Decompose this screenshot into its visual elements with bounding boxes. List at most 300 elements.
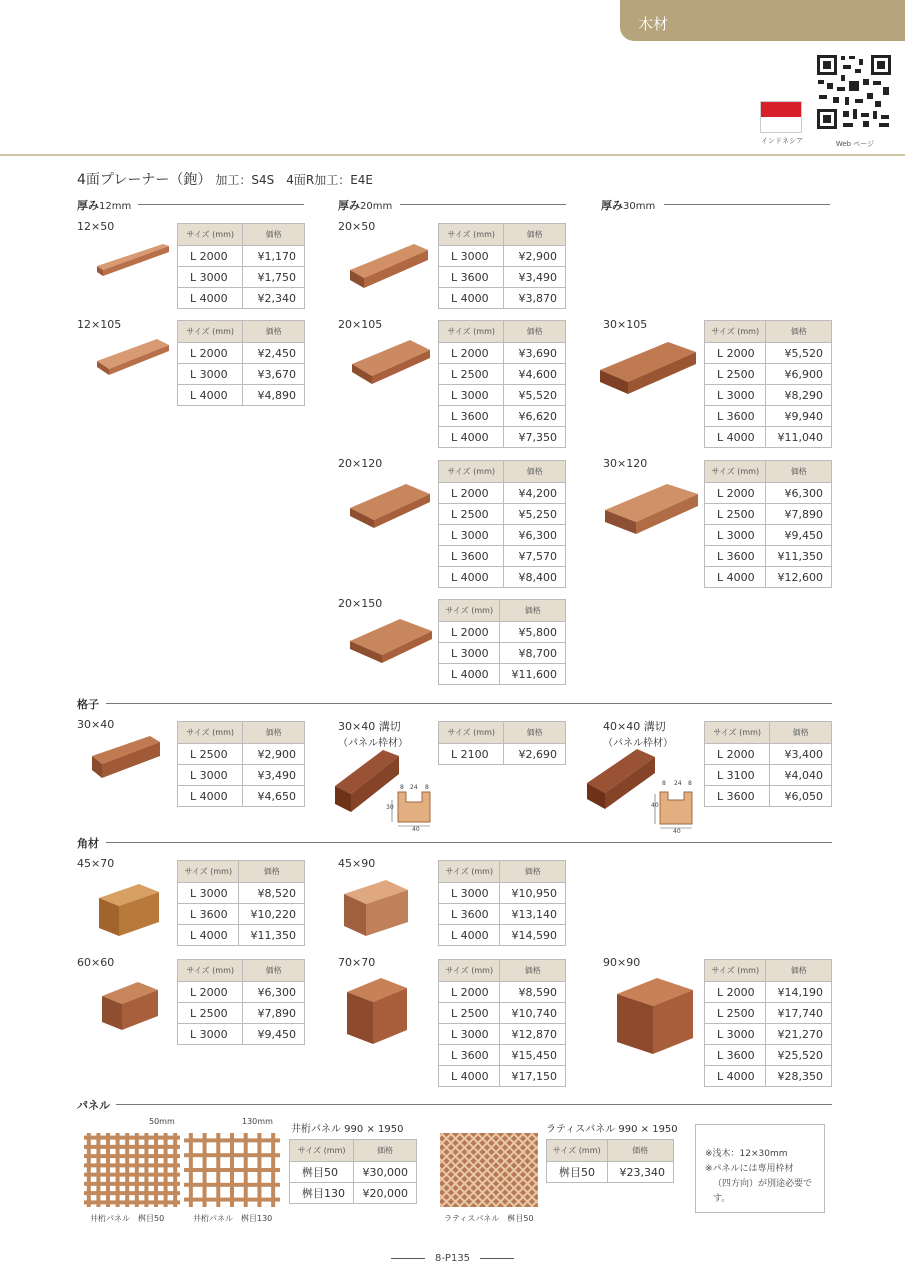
table-header-row xyxy=(439,224,566,246)
price-cell: ¥7,350 xyxy=(504,427,566,448)
panel-caption: 井桁パネル 桝目50 xyxy=(90,1214,165,1223)
table-row xyxy=(705,786,832,807)
price-cell: ¥5,800 xyxy=(500,622,566,643)
column-header-size: サイズ (mm) xyxy=(439,861,500,883)
price-cell: ¥7,890 xyxy=(766,504,832,525)
size-cell: L 2000 xyxy=(178,982,243,1003)
size-label: 20×150 xyxy=(338,597,383,610)
table-header-row xyxy=(705,321,832,343)
size-label: 30×40 溝切 （パネル枠材） xyxy=(338,720,408,749)
dim-label: 8 xyxy=(400,784,404,791)
size-cell: L 3000 xyxy=(705,525,766,546)
size-cell: 桝目130 xyxy=(290,1183,354,1204)
title-sub: 加工：S4S 4面R加工：E4E xyxy=(215,173,374,187)
section-thickness-20: 厚み20mm xyxy=(338,199,393,212)
size-cell: L 3600 xyxy=(439,267,504,288)
wood-block-image xyxy=(95,880,160,938)
size-cell: L 2500 xyxy=(178,744,243,765)
size-cell: L 3000 xyxy=(178,765,243,786)
rule xyxy=(106,842,832,843)
wood-block-image xyxy=(340,878,410,938)
size-cell: L 3000 xyxy=(439,385,504,406)
table-row xyxy=(439,343,566,364)
price-cell: ¥6,900 xyxy=(766,364,832,385)
price-cell: ¥8,590 xyxy=(500,982,566,1003)
column-header-price: 価格 xyxy=(504,722,566,744)
column-header-price: 価格 xyxy=(607,1140,673,1162)
price-cell: ¥3,490 xyxy=(504,267,566,288)
price-cell: ¥2,900 xyxy=(243,744,305,765)
size-cell: L 2500 xyxy=(705,504,766,525)
price-cell: ¥6,620 xyxy=(504,406,566,427)
wood-block-image xyxy=(343,976,409,1046)
price-cell: ¥10,950 xyxy=(500,883,566,904)
price-cell: ¥11,350 xyxy=(766,546,832,567)
price-cell: ¥10,740 xyxy=(500,1003,566,1024)
table-row xyxy=(705,567,832,588)
table-row xyxy=(439,385,566,406)
dim-label: 8 xyxy=(662,780,666,787)
price-table xyxy=(438,599,566,685)
table-row xyxy=(178,982,305,1003)
column-header-price: 価格 xyxy=(500,600,566,622)
price-cell: ¥14,190 xyxy=(766,982,832,1003)
size-cell: 桝目50 xyxy=(547,1162,608,1183)
price-cell: ¥1,170 xyxy=(243,246,305,267)
size-cell: L 4000 xyxy=(439,427,504,448)
table-header-row xyxy=(178,722,305,744)
price-table xyxy=(438,320,566,448)
table-row xyxy=(705,343,832,364)
price-cell: ¥5,520 xyxy=(766,343,832,364)
column-header-price: 価格 xyxy=(354,1140,417,1162)
table-row xyxy=(705,504,832,525)
table-row xyxy=(439,246,566,267)
table-row xyxy=(705,744,832,765)
wood-board-image xyxy=(90,732,162,782)
dim-label: 8 xyxy=(688,780,692,787)
table-row xyxy=(439,504,566,525)
column-header-size: サイズ (mm) xyxy=(547,1140,608,1162)
table-row xyxy=(705,765,832,786)
table-header-row xyxy=(178,224,305,246)
category-label: 木材 xyxy=(638,15,669,33)
table-header-row xyxy=(439,461,566,483)
price-cell: ¥23,340 xyxy=(607,1162,673,1183)
table-row xyxy=(439,546,566,567)
table-header-row xyxy=(439,861,566,883)
column-header-price: 価格 xyxy=(766,321,832,343)
panel-label: ラティスパネル 990 × 1950 xyxy=(546,1124,678,1135)
table-row xyxy=(178,364,305,385)
table-row xyxy=(178,246,305,267)
column-header-size: サイズ (mm) xyxy=(439,722,504,744)
note-line: （四方向）が別途必要です。 xyxy=(713,1179,813,1204)
price-table xyxy=(438,860,566,946)
wood-board-image xyxy=(348,615,432,667)
table-row xyxy=(178,883,305,904)
price-table xyxy=(704,959,832,1087)
column-header-size: サイズ (mm) xyxy=(705,461,766,483)
note-line: ※浅木：12×30mm xyxy=(705,1149,788,1159)
price-cell: ¥20,000 xyxy=(354,1183,417,1204)
price-cell: ¥6,300 xyxy=(504,525,566,546)
column-header-size: サイズ (mm) xyxy=(705,722,770,744)
size-label: 20×105 xyxy=(338,318,383,331)
price-cell: ¥11,600 xyxy=(500,664,566,685)
table-row xyxy=(178,744,305,765)
column-header-size: サイズ (mm) xyxy=(705,960,766,982)
size-cell: L 3000 xyxy=(439,883,500,904)
indonesia-flag-icon xyxy=(760,101,802,133)
table-row xyxy=(178,904,305,925)
wood-board-image xyxy=(598,336,696,398)
size-label: 70×70 xyxy=(338,956,376,969)
column-header-price: 価格 xyxy=(504,321,566,343)
table-row xyxy=(178,343,305,364)
section-panel: パネル xyxy=(77,1099,110,1112)
wood-block-image xyxy=(613,976,695,1056)
dim-label: 40 xyxy=(651,802,659,809)
price-cell: ¥4,650 xyxy=(243,786,305,807)
price-table xyxy=(704,460,832,588)
size-cell: L 3600 xyxy=(178,904,239,925)
igeta-panel-50-image xyxy=(84,1133,180,1207)
size-cell: L 4000 xyxy=(439,567,504,588)
table-header-row xyxy=(705,461,832,483)
price-cell: ¥13,140 xyxy=(500,904,566,925)
dim-label: 50mm xyxy=(149,1117,175,1126)
table-row xyxy=(705,364,832,385)
price-table xyxy=(438,223,566,309)
price-cell: ¥3,670 xyxy=(243,364,305,385)
price-cell: ¥11,350 xyxy=(239,925,305,946)
price-cell: ¥3,870 xyxy=(504,288,566,309)
table-row xyxy=(439,406,566,427)
section-thickness-12: 厚み12mm xyxy=(77,199,132,212)
size-cell: L 2500 xyxy=(439,364,504,385)
table-row xyxy=(439,982,566,1003)
column-header-size: サイズ (mm) xyxy=(439,960,500,982)
table-row xyxy=(178,1003,305,1024)
size-cell: L 2000 xyxy=(439,982,500,1003)
size-label: 12×50 xyxy=(77,220,115,233)
price-table xyxy=(177,860,305,946)
table-row xyxy=(290,1162,417,1183)
table-header-row xyxy=(439,960,566,982)
column-header-size: サイズ (mm) xyxy=(178,321,243,343)
rule xyxy=(138,204,304,205)
price-cell: ¥9,450 xyxy=(766,525,832,546)
size-cell: L 2000 xyxy=(705,982,766,1003)
size-cell: L 3600 xyxy=(439,904,500,925)
table-row xyxy=(705,1024,832,1045)
size-cell: L 4000 xyxy=(439,288,504,309)
table-row xyxy=(178,1024,305,1045)
dim-label: 30 xyxy=(386,804,394,811)
size-cell: L 4000 xyxy=(705,567,766,588)
size-cell: L 3000 xyxy=(439,246,504,267)
table-row xyxy=(705,1045,832,1066)
size-label: 30×120 xyxy=(603,457,648,470)
table-row xyxy=(439,1024,566,1045)
price-table xyxy=(289,1139,417,1204)
size-label: 90×90 xyxy=(603,956,641,969)
price-cell: ¥30,000 xyxy=(354,1162,417,1183)
size-label: 30×40 xyxy=(77,718,115,731)
size-cell: L 2500 xyxy=(439,1003,500,1024)
note-box xyxy=(695,1124,825,1213)
price-cell: ¥5,520 xyxy=(504,385,566,406)
price-cell: ¥7,890 xyxy=(243,1003,305,1024)
price-table xyxy=(177,959,305,1045)
size-cell: L 3000 xyxy=(705,1024,766,1045)
table-row xyxy=(439,622,566,643)
lattice-panel-image xyxy=(440,1133,538,1207)
table-row xyxy=(178,385,305,406)
table-row xyxy=(439,643,566,664)
table-header-row xyxy=(705,960,832,982)
panel-caption: ラティスパネル 桝目50 xyxy=(444,1214,534,1223)
price-table xyxy=(177,721,305,807)
table-row xyxy=(178,288,305,309)
dim-label: 8 xyxy=(425,784,429,791)
price-cell: ¥8,400 xyxy=(504,567,566,588)
category-tab xyxy=(620,0,905,41)
column-header-price: 価格 xyxy=(766,461,832,483)
table-row xyxy=(705,427,832,448)
size-cell: L 2500 xyxy=(705,1003,766,1024)
size-cell: L 2000 xyxy=(439,343,504,364)
size-cell: L 3600 xyxy=(439,1045,500,1066)
size-cell: L 2000 xyxy=(705,343,766,364)
column-header-price: 価格 xyxy=(239,861,305,883)
price-cell: ¥3,490 xyxy=(243,765,305,786)
table-row xyxy=(439,288,566,309)
price-cell: ¥12,870 xyxy=(500,1024,566,1045)
price-cell: ¥10,220 xyxy=(239,904,305,925)
column-header-size: サイズ (mm) xyxy=(439,600,500,622)
table-row xyxy=(178,267,305,288)
table-row xyxy=(705,483,832,504)
size-cell: L 3000 xyxy=(178,267,243,288)
price-table xyxy=(546,1139,674,1183)
price-cell: ¥4,200 xyxy=(504,483,566,504)
size-cell: L 4000 xyxy=(705,1066,766,1087)
size-cell: L 2500 xyxy=(705,364,766,385)
size-cell: L 3000 xyxy=(178,364,243,385)
column-header-size: サイズ (mm) xyxy=(439,224,504,246)
column-header-size: サイズ (mm) xyxy=(178,224,243,246)
page-title xyxy=(77,169,373,189)
size-cell: L 4000 xyxy=(439,664,500,685)
size-label: 30×105 xyxy=(603,318,648,331)
table-row xyxy=(178,925,305,946)
table-row xyxy=(439,883,566,904)
dim-label: 24 xyxy=(674,780,682,787)
size-cell: L 3600 xyxy=(705,546,766,567)
price-cell: ¥2,900 xyxy=(504,246,566,267)
price-cell: ¥9,450 xyxy=(243,1024,305,1045)
price-cell: ¥2,340 xyxy=(243,288,305,309)
dim-label: 40 xyxy=(673,828,681,835)
column-header-price: 価格 xyxy=(243,321,305,343)
size-cell: L 3600 xyxy=(705,406,766,427)
size-cell: L 2000 xyxy=(178,246,243,267)
table-header-row xyxy=(439,321,566,343)
table-row xyxy=(439,744,566,765)
size-label: 45×90 xyxy=(338,857,376,870)
table-row xyxy=(439,567,566,588)
column-header-size: サイズ (mm) xyxy=(178,722,243,744)
table-row xyxy=(290,1183,417,1204)
column-header-size: サイズ (mm) xyxy=(178,861,239,883)
price-cell: ¥8,700 xyxy=(500,643,566,664)
size-cell: L 2500 xyxy=(178,1003,243,1024)
price-cell: ¥3,400 xyxy=(770,744,832,765)
table-row xyxy=(439,904,566,925)
size-cell: L 3000 xyxy=(439,643,500,664)
rule xyxy=(664,204,830,205)
wood-board-image xyxy=(95,238,170,280)
price-table xyxy=(438,460,566,588)
price-table xyxy=(704,320,832,448)
size-label: 40×40 溝切 （パネル枠材） xyxy=(603,720,673,749)
table-row xyxy=(439,1045,566,1066)
flag-label: インドネシア xyxy=(761,137,803,145)
price-cell: ¥9,940 xyxy=(766,406,832,427)
table-row xyxy=(705,1066,832,1087)
price-cell: ¥1,750 xyxy=(243,267,305,288)
wood-board-image xyxy=(603,478,698,540)
table-row xyxy=(439,525,566,546)
price-table xyxy=(438,959,566,1087)
wood-board-image xyxy=(348,238,428,293)
page-number: 8-P135 xyxy=(0,1253,905,1264)
column-header-size: サイズ (mm) xyxy=(705,321,766,343)
wood-board-image xyxy=(348,478,430,533)
rule xyxy=(116,1104,832,1105)
price-cell: ¥8,290 xyxy=(766,385,832,406)
column-header-size: サイズ (mm) xyxy=(439,321,504,343)
table-row xyxy=(439,483,566,504)
size-cell: 桝目50 xyxy=(290,1162,354,1183)
size-cell: L 2000 xyxy=(178,343,243,364)
column-header-price: 価格 xyxy=(243,960,305,982)
size-label: 12×105 xyxy=(77,318,122,331)
size-cell: L 3600 xyxy=(439,406,504,427)
size-cell: L 3600 xyxy=(439,546,504,567)
column-header-price: 価格 xyxy=(243,224,305,246)
wood-board-image xyxy=(350,336,430,388)
table-header-row xyxy=(439,722,566,744)
size-cell: L 2500 xyxy=(439,504,504,525)
size-cell: L 4000 xyxy=(178,288,243,309)
table-header-row xyxy=(178,960,305,982)
size-label: 20×50 xyxy=(338,220,376,233)
price-cell: ¥17,740 xyxy=(766,1003,832,1024)
table-row xyxy=(178,765,305,786)
price-cell: ¥12,600 xyxy=(766,567,832,588)
column-header-price: 価格 xyxy=(500,861,566,883)
size-cell: L 3000 xyxy=(439,525,504,546)
size-label: 60×60 xyxy=(77,956,115,969)
table-header-row xyxy=(178,861,305,883)
rule xyxy=(106,703,832,704)
price-cell: ¥4,890 xyxy=(243,385,305,406)
price-cell: ¥11,040 xyxy=(766,427,832,448)
price-cell: ¥6,050 xyxy=(770,786,832,807)
qr-code-icon[interactable] xyxy=(815,53,893,131)
table-header-row xyxy=(705,722,832,744)
table-row xyxy=(439,925,566,946)
price-cell: ¥6,300 xyxy=(766,483,832,504)
price-table xyxy=(177,320,305,406)
price-cell: ¥5,250 xyxy=(504,504,566,525)
table-row xyxy=(705,385,832,406)
size-cell: L 4000 xyxy=(178,385,243,406)
size-cell: L 3000 xyxy=(178,883,239,904)
size-cell: L 2000 xyxy=(439,483,504,504)
column-header-price: 価格 xyxy=(243,722,305,744)
table-row xyxy=(705,982,832,1003)
column-header-size: サイズ (mm) xyxy=(439,461,504,483)
price-table xyxy=(704,721,832,807)
size-label: 20×120 xyxy=(338,457,383,470)
price-cell: ¥4,040 xyxy=(770,765,832,786)
table-header-row xyxy=(290,1140,417,1162)
size-cell: L 4000 xyxy=(178,786,243,807)
column-header-size: サイズ (mm) xyxy=(178,960,243,982)
panel-label: 井桁パネル 990 × 1950 xyxy=(291,1124,404,1135)
size-cell: L 4000 xyxy=(439,1066,500,1087)
column-header-price: 価格 xyxy=(500,960,566,982)
wood-block-image xyxy=(98,978,160,1034)
price-cell: ¥14,590 xyxy=(500,925,566,946)
rule xyxy=(400,204,566,205)
table-row xyxy=(705,406,832,427)
price-cell: ¥2,690 xyxy=(504,744,566,765)
price-cell: ¥21,270 xyxy=(766,1024,832,1045)
dim-label: 24 xyxy=(410,784,418,791)
price-cell: ¥7,570 xyxy=(504,546,566,567)
title-main: 4面プレーナー（鉋） xyxy=(77,172,212,188)
price-cell: ¥17,150 xyxy=(500,1066,566,1087)
size-cell: L 3600 xyxy=(705,1045,766,1066)
igeta-panel-130-image xyxy=(184,1133,280,1207)
size-cell: L 2000 xyxy=(705,483,766,504)
header-divider xyxy=(0,154,905,156)
size-cell: L 2100 xyxy=(439,744,504,765)
size-cell: L 3000 xyxy=(439,1024,500,1045)
qr-label: Web ページ xyxy=(835,140,875,148)
section-square: 角材 xyxy=(77,837,99,850)
size-cell: L 4000 xyxy=(705,427,766,448)
wood-board-image xyxy=(95,335,170,380)
table-row xyxy=(705,1003,832,1024)
size-cell: L 4000 xyxy=(439,925,500,946)
size-cell: L 3000 xyxy=(705,385,766,406)
table-row xyxy=(705,525,832,546)
table-row xyxy=(439,1066,566,1087)
column-header-price: 価格 xyxy=(504,461,566,483)
column-header-price: 価格 xyxy=(504,224,566,246)
price-cell: ¥3,690 xyxy=(504,343,566,364)
table-row xyxy=(547,1162,674,1183)
size-cell: L 3600 xyxy=(705,786,770,807)
table-header-row xyxy=(547,1140,674,1162)
size-cell: L 3000 xyxy=(178,1024,243,1045)
